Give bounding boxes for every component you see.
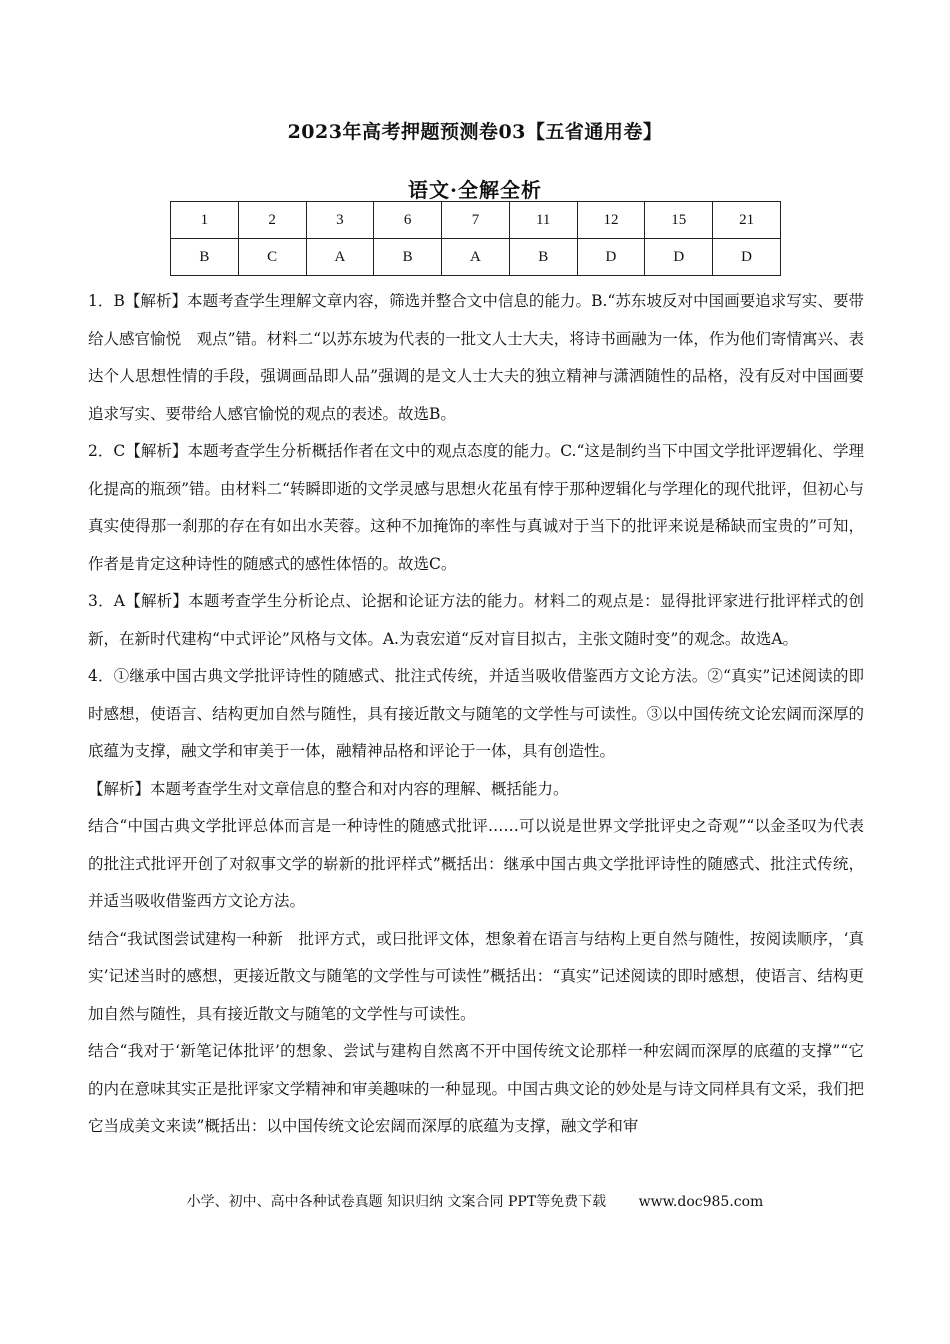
answer-cell: D [577,239,645,276]
answer-table-answer-row [171,239,781,276]
footer-url-link[interactable]: www.doc985.com [638,1194,764,1210]
question-number-cell: 15 [645,202,713,239]
footer-text: 小学、初中、高中各种试卷真题 知识归纳 文案合同 PPT等免费下载 [186,1194,607,1210]
question-number-cell: 1 [171,202,239,239]
question-number-cell: 3 [306,202,374,239]
analysis-body [88,283,864,1146]
answer-cell: D [713,239,781,276]
answer-cell: A [442,239,510,276]
analysis-paragraph-q3: 3．A【解析】本题考查学生分析论点、论据和论证方法的能力。材料二的观点是：显得批评家进行批评样式的创新，在新时代建构“中式评论”风格与文体。A.为袁宏道“反对盲目拟古，主张文随时变”的观念。故选A。 [88,592,864,648]
answer-cell: A [306,239,374,276]
analysis-paragraph-q2: 2．C【解析】本题考查学生分析概括作者在文中的观点态度的能力。C.“这是制约当下中国文学批评逻辑化、学理化提高的瓶颈”错。由材料二“转瞬即逝的文学灵感与思想火花虽有悖于那种逻辑化与学理化的现代批评，但初心与真实使得那一刹那的存在有如出水芙蓉。这种不加掩饰的率性与真诚对于当下的批评来说是稀缺而宝贵的”可知，作者是肯定这种诗性的随感式的感性体悟的。故选C。 [88,442,864,573]
question-number-cell: 7 [442,202,510,239]
answer-cell: B [171,239,239,276]
answer-cell: B [374,239,442,276]
answer-table [170,201,781,276]
question-number-cell: 12 [577,202,645,239]
answer-cell: B [509,239,577,276]
question-number-cell: 2 [238,202,306,239]
analysis-paragraph-q4-note: 【解析】本题考查学生对文章信息的整合和对内容的理解、概括能力。 [88,779,569,798]
analysis-paragraph-q1: 1．B【解析】本题考查学生理解文章内容，筛选并整合文中信息的能力。B.“苏东坡反对中国画要追求写实、要带给人感官愉悦 观点”错。材料二“以苏东坡为代表的一批文人士大夫，将诗书画融为一体，作为他们寄情寓兴、表达个人思想性情的手段，强调画品即人品”强调的是文人士大夫的独立精神与潇洒随性的品格，没有反对中国画要追求写实、要带给人感官愉悦的观点的表述。故选B。 [88,292,864,423]
analysis-paragraph-q4-point3: 结合“我对于‘新笔记体批评’的想象、尝试与建构自然离不开中国传统文论那样一种宏阔而深厚的底蕴的支撑”“它的内在意味其实正是批评家文学精神和审美趣味的一种显现。中国古典文论的妙处是与诗文同样具有文采，我们把它当成美文来读”概括出：以中国传统文论宏阔而深厚的底蕴为支撑，融文学和审 [88,1042,864,1135]
page-footer [0,1191,950,1211]
answer-cell: C [238,239,306,276]
question-number-cell: 6 [374,202,442,239]
analysis-paragraph-q4-point2: 结合“我试图尝试建构一种新 批评方式，或曰批评文体，想象着在语言与结构上更自然与随性，按阅读顺序，‘真实’记述当时的感想，更接近散文与随笔的文学性与可读性”概括出：“真实”记述阅读的即时感想，使语言、结构更加自然与随性，具有接近散文与随笔的文学性与可读性。 [88,929,864,1023]
answer-cell: D [645,239,713,276]
analysis-paragraph-q4-answer: 4．①继承中国古典文学批评诗性的随感式、批注式传统，并适当吸收借鉴西方文论方法。②“真实”记述阅读的即时感想，使语言、结构更加自然与随性，具有接近散文与随笔的文学性与可读性。③以中国传统文论宏阔而深厚的底蕴为支撑，融文学和审美于一体，融精神品格和评论于一体，具有创造性。 [88,667,864,760]
question-number-cell: 21 [713,202,781,239]
question-number-cell: 11 [509,202,577,239]
answer-table-number-row [171,202,781,239]
document-title: 2023年高考押题预测卷03【五省通用卷】 [287,121,663,143]
analysis-paragraph-q4-point1: 结合“中国古典文学批评总体而言是一种诗性的随感式批评……可以说是世界文学批评史之奇观”“以金圣叹为代表的批注式批评开创了对叙事文学的崭新的批评样式”概括出：继承中国古典文学批评诗性的随感式、批注式传统，并适当吸收借鉴西方文论方法。 [88,817,864,910]
document-subtitle: 语文·全解全析 [408,178,542,202]
